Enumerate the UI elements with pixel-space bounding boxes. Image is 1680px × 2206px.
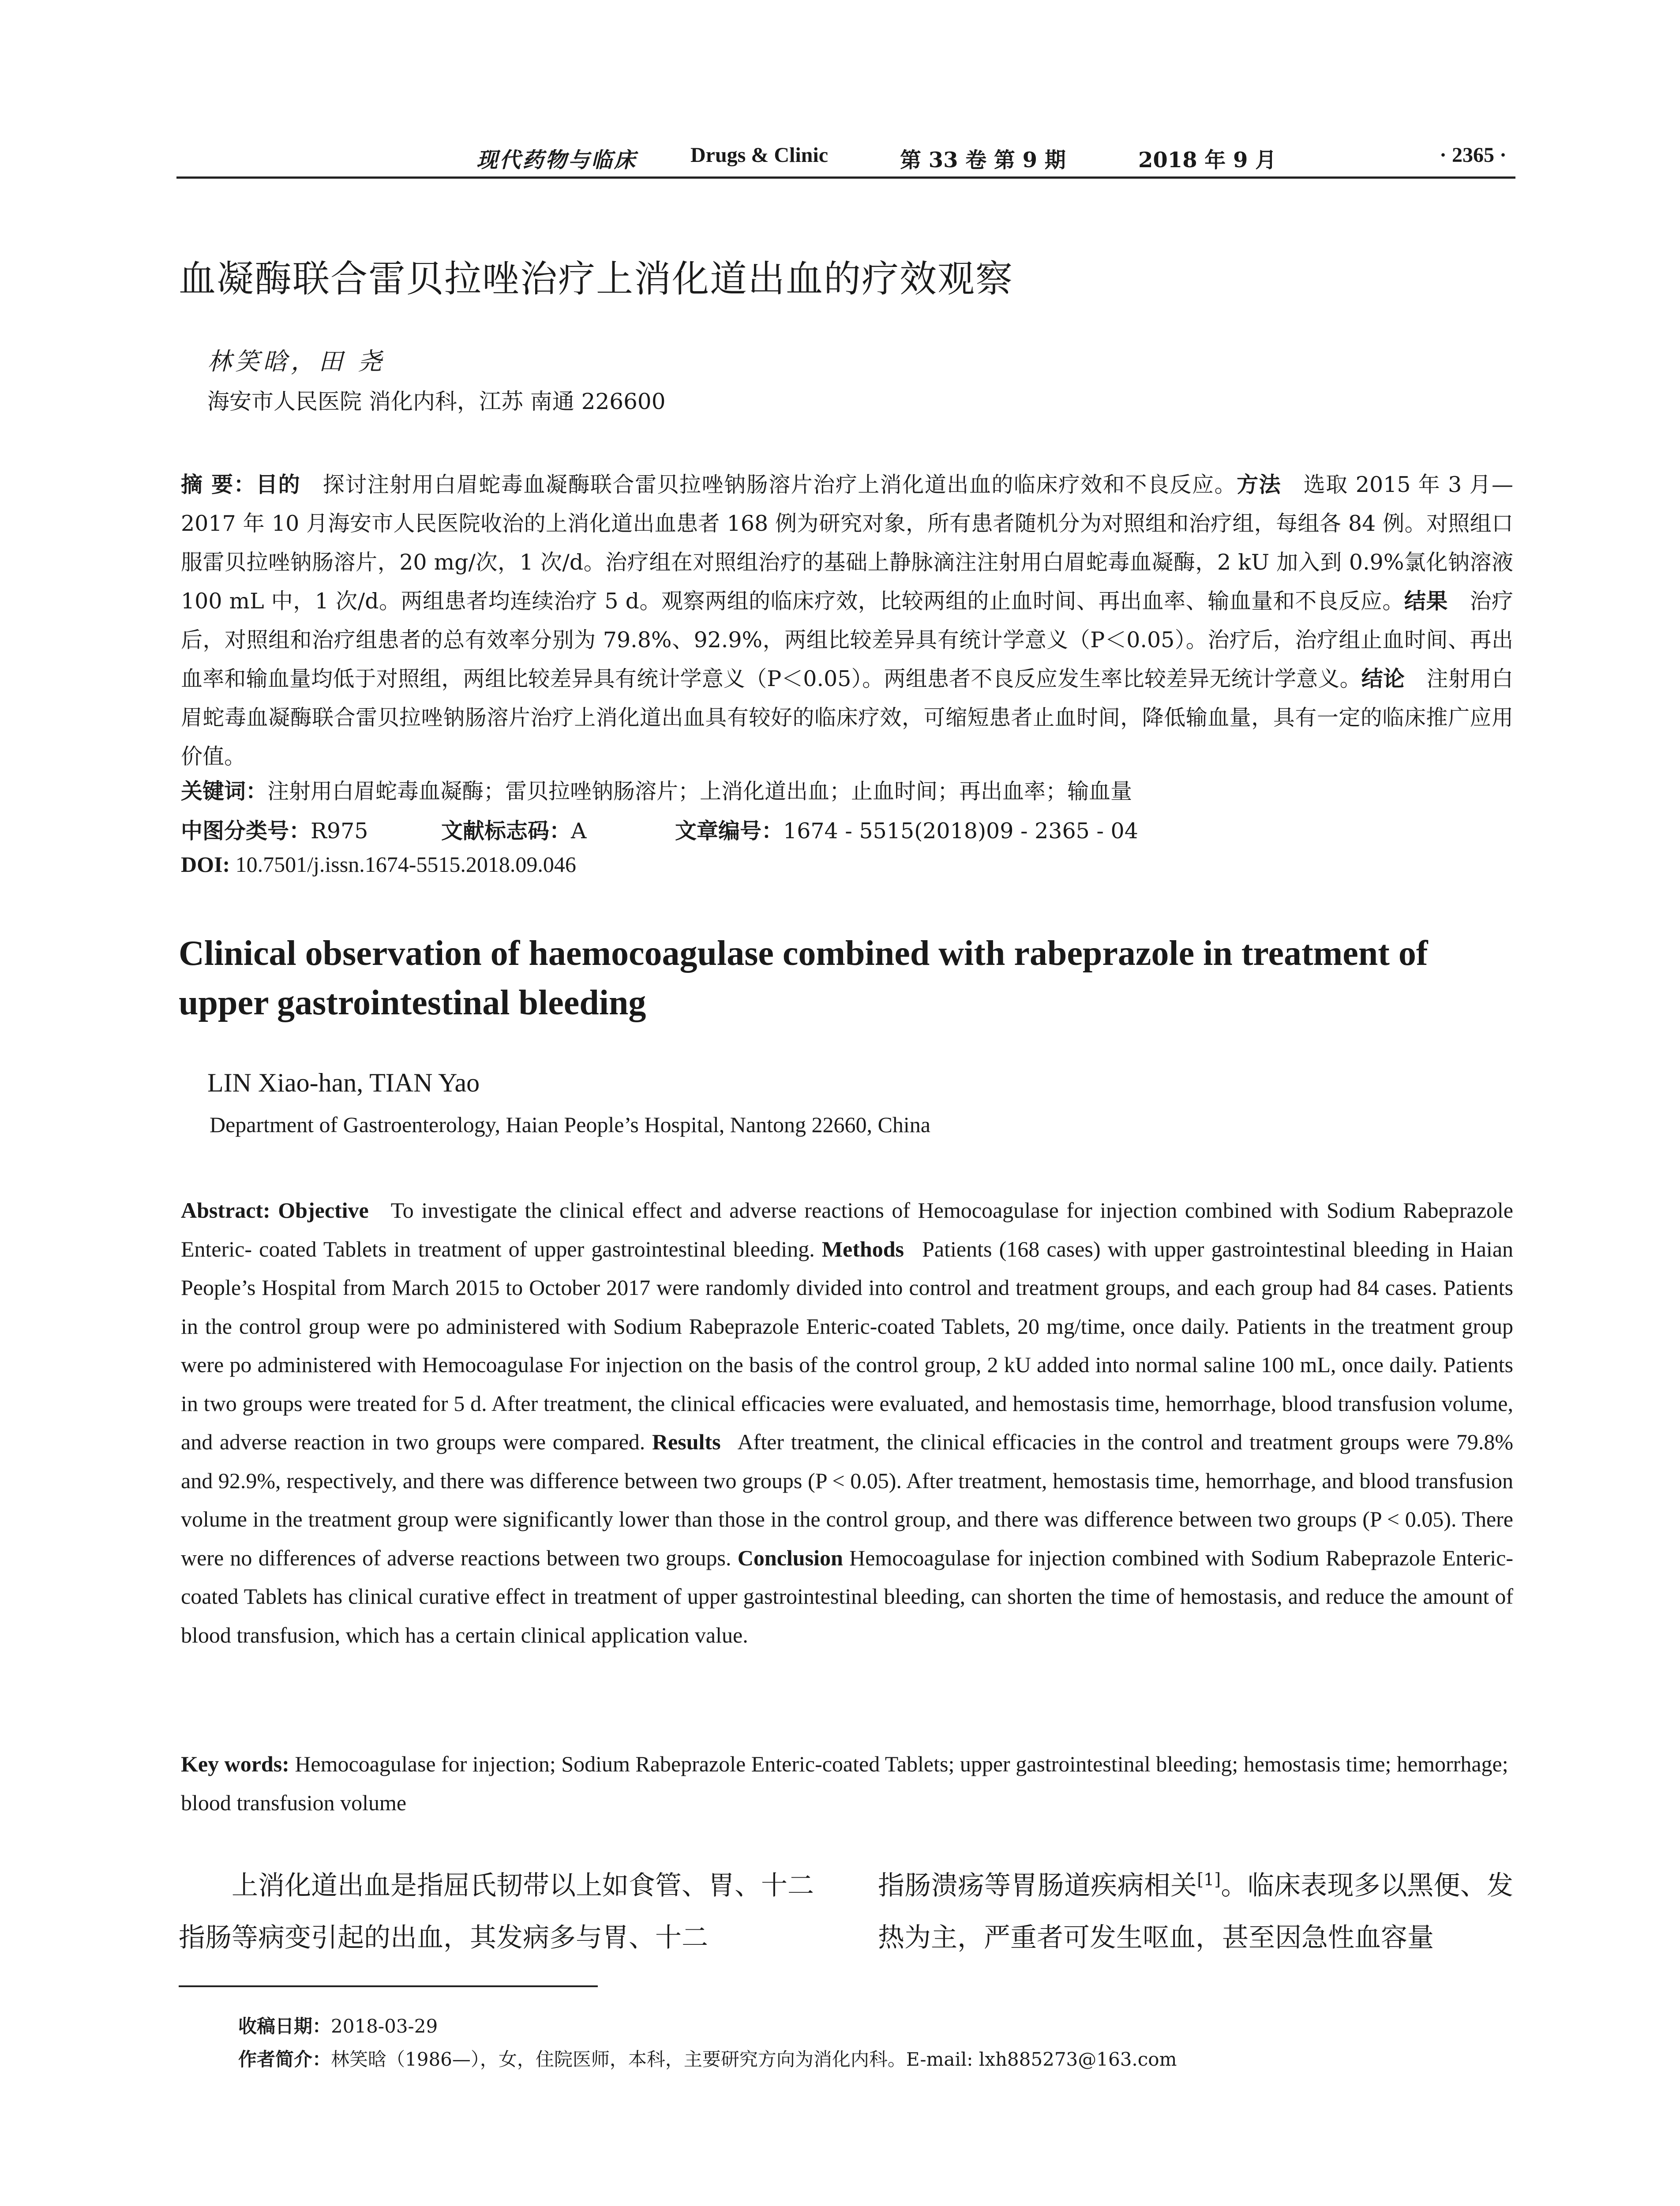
received-date: 2018-03-29 (331, 2015, 438, 2037)
clc-label: 中图分类号： (181, 818, 311, 844)
header-rule (176, 176, 1515, 179)
bio-text: 林笑晗（1986—），女，住院医师，本科，主要研究方向为消化内科。E-mail: lxh885273@163.com (331, 2048, 1177, 2070)
objective-text-en: To investigate the clinical effect and adverse reactions of Hemocoagulase for injection combined with Sodium Rabeprazole Enteric- coated Tablets in treatment of upper gastrointestinal bleeding. (181, 1198, 1513, 1261)
conclusion-text-cn: 注射用白眉蛇毒血凝酶联合雷贝拉唑钠肠溶片治疗上消化道出血具有较好的临床疗效，可缩短患者止血时间，降低输血量，具有一定的临床推广应用价值。 (181, 666, 1513, 769)
article-title-cn: 血凝酶联合雷贝拉唑治疗上消化道出血的疗效观察 (179, 257, 1014, 300)
citation-ref[interactable]: [1] (1197, 1870, 1221, 1889)
keywords-cn-text: 注射用白眉蛇毒血凝酶；雷贝拉唑钠肠溶片；上消化道出血；止血时间；再出血率；输血量 (267, 779, 1132, 804)
keywords-en (181, 1745, 1513, 1822)
volume-issue: 第 33 卷 第 9 期 (900, 148, 1066, 173)
keywords-en-label: Key words: (181, 1752, 289, 1776)
issue-date: 2018 年 9 月 (1138, 148, 1277, 173)
running-header (176, 140, 1515, 176)
conclusion-label-en: Conclusion (737, 1545, 843, 1570)
methods-text-cn: 选取 2015 年 3 月—2017 年 10 月海安市人民医院收治的上消化道出血患者 168 例为研究对象，所有患者随机分为对照组和治疗组，每组各 84 例。对照组口服雷贝拉唑钠肠溶片，20 mg/次，1 次/d。治疗组在对照组治疗的基础上静脉滴注注射用白眉蛇毒血凝酶，2 kU 加入到 0.9%氯化钠溶液 100 mL 中，1 次/d。两组患者均连续治疗 5 d。观察两组的临床疗效，比较两组的止血时间、再出血率、输血量和不良反应。 (181, 472, 1513, 614)
page-number: · 2365 · (1439, 143, 1507, 167)
body-right-text-b: 。临床表现多以黑便、发热为主，严重者可发生呕血，甚至因急性血容量 (878, 1870, 1514, 1953)
keywords-cn (181, 774, 1132, 805)
conclusion-text-en: Hemocoagulase for injection combined with Sodium Rabeprazole Enteric-coated Tablets has clinical curative effect in treatment of upper gastrointestinal bleeding, can shorten the time of hemostasis, and reduce the amount of blood transfusion, which has a certain clinical application value. (181, 1545, 1514, 1647)
received-label: 收稿日期： (238, 2015, 331, 2037)
objective-label-cn: 目的 (256, 472, 301, 497)
journal-name-cn: 现代药物与临床 (476, 148, 638, 173)
keywords-cn-label: 关键词： (181, 779, 268, 804)
footnote-rule (179, 1985, 598, 1987)
results-text-cn: 治疗后，对照组和治疗组患者的总有效率分别为 79.8%、92.9%，两组比较差异具有统计学意义（P＜0.05）。治疗后，治疗组止血时间、再出血率和输血量均低于对照组，两组比较差异具有统计学意义（P＜0.05）。两组患者不良反应发生率比较差异无统计学意义。 (181, 589, 1513, 691)
authors-en: LIN Xiao-han, TIAN Yao (207, 1068, 480, 1097)
clc-code: R975 (311, 818, 368, 844)
objective-text-cn: 探讨注射用白眉蛇毒血凝酶联合雷贝拉唑钠肠溶片治疗上消化道出血的临床疗效和不良反应。 (322, 472, 1237, 497)
body-right-text-a: 指肠溃疡等胃肠道疾病相关 (878, 1870, 1197, 1901)
abstract-cn (181, 465, 1513, 776)
doc-code-label: 文献标志码： (441, 818, 571, 844)
article-no-label: 文章编号： (675, 818, 784, 844)
body-column-left: 上消化道出血是指屈氏韧带以上如食管、胃、十二指肠等病变引起的出血，其发病多与胃、十二 (179, 1870, 814, 1953)
journal-name-en: Drugs & Clinic (690, 143, 828, 167)
doi-value[interactable]: 10.7501/j.issn.1674-5515.2018.09.046 (235, 852, 576, 877)
bio-label: 作者简介： (238, 2048, 331, 2070)
affiliation-en: Department of Gastroenterology, Haian People’s Hospital, Nantong 22660, China (210, 1112, 930, 1137)
footnote-received (238, 2012, 438, 2038)
methods-text-en: Patients (168 cases) with upper gastrointestinal bleeding in Haian People’s Hospital from March 2015 to October 2017 were randomly divided into control and treatment groups, and each group had 84 cases. Patients in the control group were po administered with Sodium Rabeprazole Enteric-coated Tablets, 20 mg/time, once daily. Patients in the treatment group were po administered with Hemocoagulase For injection on the basis of the control group, 2 kU added into normal saline 100 mL, once daily. Patients in two groups were treated for 5 d. After treatment, the clinical efficacies were evaluated, and hemostasis time, hemorrhage, blood transfusion volume, and adverse reaction in two groups were compared. (181, 1236, 1514, 1454)
keywords-en-text: Hemocoagulase for injection; Sodium Rabeprazole Enteric-coated Tablets; upper gastrointestinal bleeding; hemostasis time; hemorrhage; blood transfusion volume (181, 1752, 1508, 1815)
abstract-en (181, 1191, 1513, 1654)
article-no: 1674 - 5515(2018)09 - 2365 - 04 (783, 818, 1138, 844)
methods-label-en: Methods (821, 1236, 904, 1261)
article-title-en: Clinical observation of haemocoagulase combined with rabeprazole in treatment of upper gastrointestinal bleeding (179, 934, 1428, 1022)
authors-cn: 林笑晗，田 尧 (207, 347, 386, 375)
doc-code: A (571, 818, 587, 844)
doi-line (181, 852, 576, 877)
abstract-en-label: Abstract: Objective (181, 1198, 369, 1223)
abstract-cn-label: 摘 要： (181, 472, 256, 497)
footnote-author-bio (238, 2045, 1177, 2071)
affiliation-cn: 海安市人民医院 消化内科，江苏 南通 226600 (207, 389, 666, 414)
results-label-cn: 结果 (1404, 589, 1448, 614)
results-label-en: Results (652, 1429, 721, 1454)
doi-label: DOI: (181, 852, 230, 877)
methods-label-cn: 方法 (1237, 472, 1282, 497)
classification-line (181, 814, 1138, 845)
conclusion-label-cn: 结论 (1361, 666, 1405, 691)
results-text-en: After treatment, the clinical efficacies in the control and treatment groups were 79.8% and 92.9%, respectively, and there was difference between two groups (P < 0.05). After treatment, hemostasis time, hemorrhage, and blood transfusion volume in the treatment group were significantly lower than those in the control group, and there was difference between two groups (P < 0.05). There were no differences of adverse reactions between two groups. (181, 1429, 1514, 1570)
body-column-right (878, 1860, 1513, 1964)
